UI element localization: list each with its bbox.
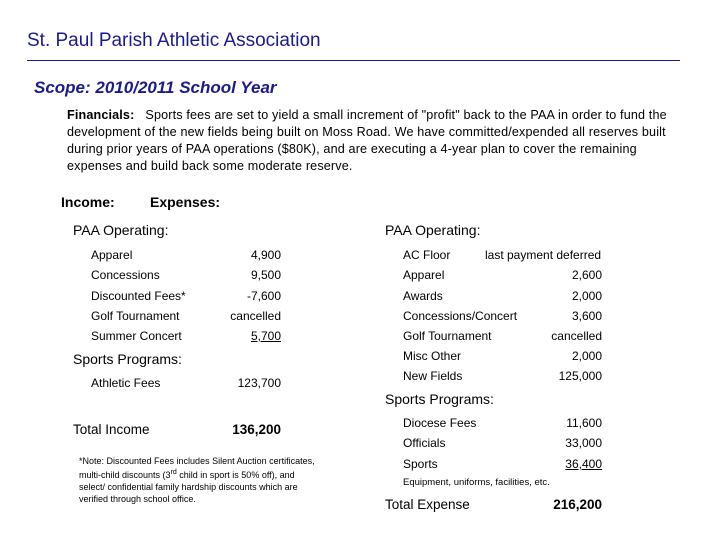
expense-item-value: 2,600 (571, 268, 602, 282)
total-income-value: 136,200 (232, 422, 281, 437)
page-title: St. Paul Parish Athletic Association (27, 30, 321, 51)
expense-item-label: Misc Other (403, 349, 462, 363)
income-operating-label: PAA Operating: (73, 222, 169, 238)
financials-label: Financials: (67, 108, 135, 122)
expenses-sports-label: Sports Programs: (385, 391, 494, 407)
income-item-value: 9,500 (250, 268, 281, 282)
income-item-label: Apparel (91, 248, 133, 262)
income-item-value: 5,700 (250, 329, 281, 343)
footnote-text: *Note: Discounted Fees includes Silent Auction certificates, multi-child discounts (3 (79, 456, 315, 480)
footnote-text-end: child in sport is 50% off), and select/ confidential family hardship discounts which are verified through school office. (79, 470, 298, 504)
expense-sports-item-value: 36,400 (565, 457, 602, 471)
income-item-label: Summer Concert (91, 329, 182, 343)
expense-item-label: AC Floor (403, 248, 451, 262)
expense-item-value: 2,000 (571, 349, 602, 363)
expense-sports-item-value: 33,000 (565, 436, 602, 450)
discount-footnote (79, 455, 319, 505)
income-item-value: cancelled (230, 309, 281, 323)
sports-expense-note: Equipment, uniforms, facilities, etc. (403, 477, 550, 488)
income-item-label: Discounted Fees* (91, 289, 186, 303)
income-sports-item-value: 123,700 (237, 376, 281, 390)
expenses-operating-label: PAA Operating: (385, 222, 481, 238)
income-sports-label: Sports Programs: (73, 351, 182, 367)
financials-paragraph (67, 107, 677, 175)
expense-item-value: cancelled (551, 329, 602, 343)
total-income-label: Total Income (73, 422, 150, 437)
title-divider (27, 60, 680, 61)
expense-item-label: Concessions/Concert (403, 309, 518, 323)
expense-item-value: 3,600 (571, 309, 602, 323)
financials-text: Sports fees are set to yield a small increment of "profit" back to the PAA in order to fund the development of the new fields being built on Moss Road. We have committed/expended all reserves built during prior years of PAA operations ($80K), and are executing a 4-year plan to cover the remaining expenses and build back some moderate reserve. (67, 108, 667, 173)
expenses-header: Expenses: (150, 194, 221, 210)
income-header: Income: (61, 194, 115, 210)
expense-item-value: 125,000 (558, 369, 602, 383)
income-item-label: Concessions (91, 268, 160, 282)
expense-sports-item-value: 11,600 (566, 416, 602, 430)
expense-sports-item-label: Diocese Fees (403, 416, 477, 430)
total-expense-value: 216,200 (553, 497, 602, 512)
expense-item-label: New Fields (403, 369, 463, 383)
expense-item-label: Apparel (403, 268, 445, 282)
total-expense-label: Total Expense (385, 497, 470, 512)
income-item-label: Golf Tournament (91, 309, 180, 323)
expense-item-label: Golf Tournament (403, 329, 492, 343)
income-item-value: -7,600 (246, 289, 281, 303)
expense-sports-item-label: Sports (403, 457, 438, 471)
income-sports-item-label: Athletic Fees (91, 376, 161, 390)
expense-item-value: 2,000 (571, 289, 602, 303)
income-item-value: 4,900 (250, 248, 281, 262)
expense-sports-item-label: Officials (403, 436, 446, 450)
footnote-superscript: rd (170, 469, 177, 476)
scope-heading: Scope: 2010/2011 School Year (34, 78, 277, 97)
expense-item-note: last payment deferred (485, 248, 602, 262)
expense-item-label: Awards (403, 289, 443, 303)
